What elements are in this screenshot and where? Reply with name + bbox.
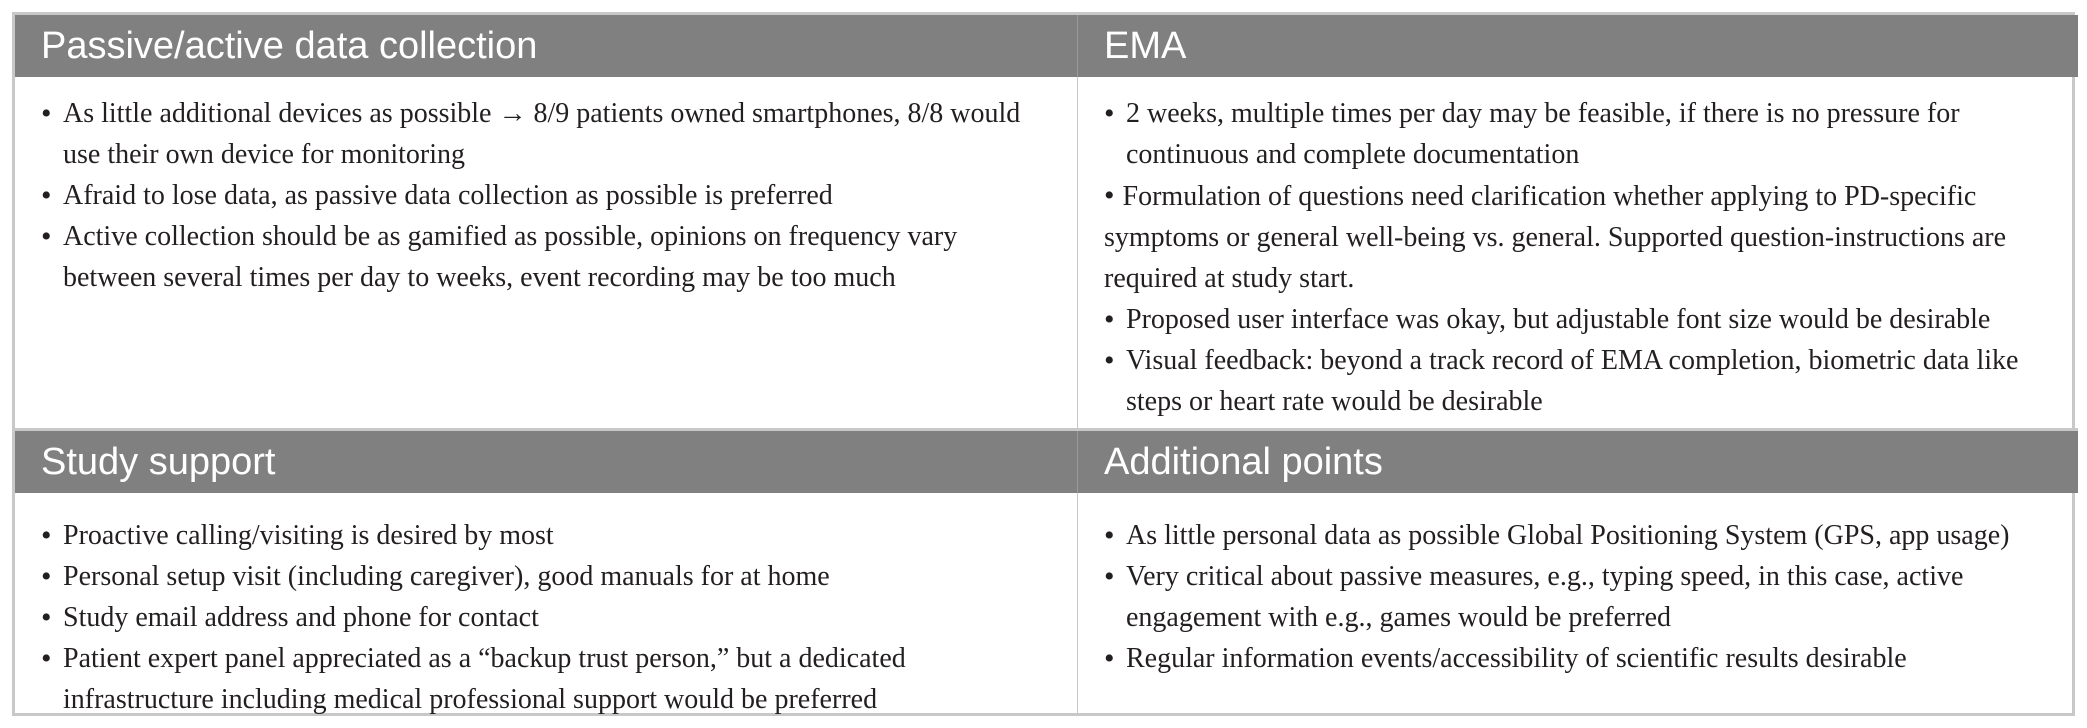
- list-item: • 2 weeks, multiple times per day may be feasible, if there is no pressure for continuous and complete documentation: [1104, 93, 2054, 175]
- passive-active-list: [41, 93, 1053, 298]
- ema-cell: [1078, 77, 2078, 431]
- list-item: • Study email address and phone for contact: [41, 597, 1053, 638]
- ema-list: [1104, 93, 2054, 422]
- study-support-title: Study support: [41, 440, 276, 483]
- additional-points-cell: [1078, 493, 2078, 713]
- list-item: • Formulation of questions need clarification whether applying to PD-specific symptoms or general well-being vs. general. Supported question-instructions are required at study start.: [1104, 175, 2054, 299]
- list-item: • As little personal data as possible Global Positioning System (GPS, app usage): [1104, 515, 2054, 556]
- list-item: • Proactive calling/visiting is desired by most: [41, 515, 1053, 556]
- findings-table: [12, 12, 2075, 716]
- list-item: • Very critical about passive measures, e.g., typing speed, in this case, active engagement with e.g., games would be preferred: [1104, 556, 2054, 638]
- ema-title: EMA: [1104, 24, 1187, 67]
- list-item: • Visual feedback: beyond a track record of EMA completion, biometric data like steps or heart rate would be desirable: [1104, 340, 2054, 422]
- study-support-header: [15, 431, 1077, 493]
- additional-points-header: [1078, 431, 2078, 493]
- additional-points-list: [1104, 515, 2054, 679]
- study-support-list: [41, 515, 1053, 720]
- list-item: • Afraid to lose data, as passive data collection as possible is preferred: [41, 175, 1053, 216]
- list-item: • Personal setup visit (including caregiver), good manuals for at home: [41, 556, 1053, 597]
- list-item: • Active collection should be as gamified as possible, opinions on frequency vary between several times per day to weeks, event recording may be too much: [41, 216, 1053, 298]
- study-support-cell: [15, 493, 1077, 713]
- passive-active-title: Passive/active data collection: [41, 24, 538, 67]
- ema-header: [1078, 15, 2078, 77]
- additional-points-title: Additional points: [1104, 440, 1383, 483]
- list-item: • Proposed user interface was okay, but adjustable font size would be desirable: [1104, 299, 2054, 340]
- passive-active-header: [15, 15, 1077, 77]
- list-item: • As little additional devices as possible → 8/9 patients owned smartphones, 8/8 would use their own device for monitoring: [41, 93, 1053, 175]
- passive-active-cell: [15, 77, 1077, 431]
- list-item: • Regular information events/accessibility of scientific results desirable: [1104, 638, 2054, 679]
- list-item: • Patient expert panel appreciated as a “backup trust person,” but a dedicated infrastructure including medical professional support would be preferred: [41, 638, 1053, 720]
